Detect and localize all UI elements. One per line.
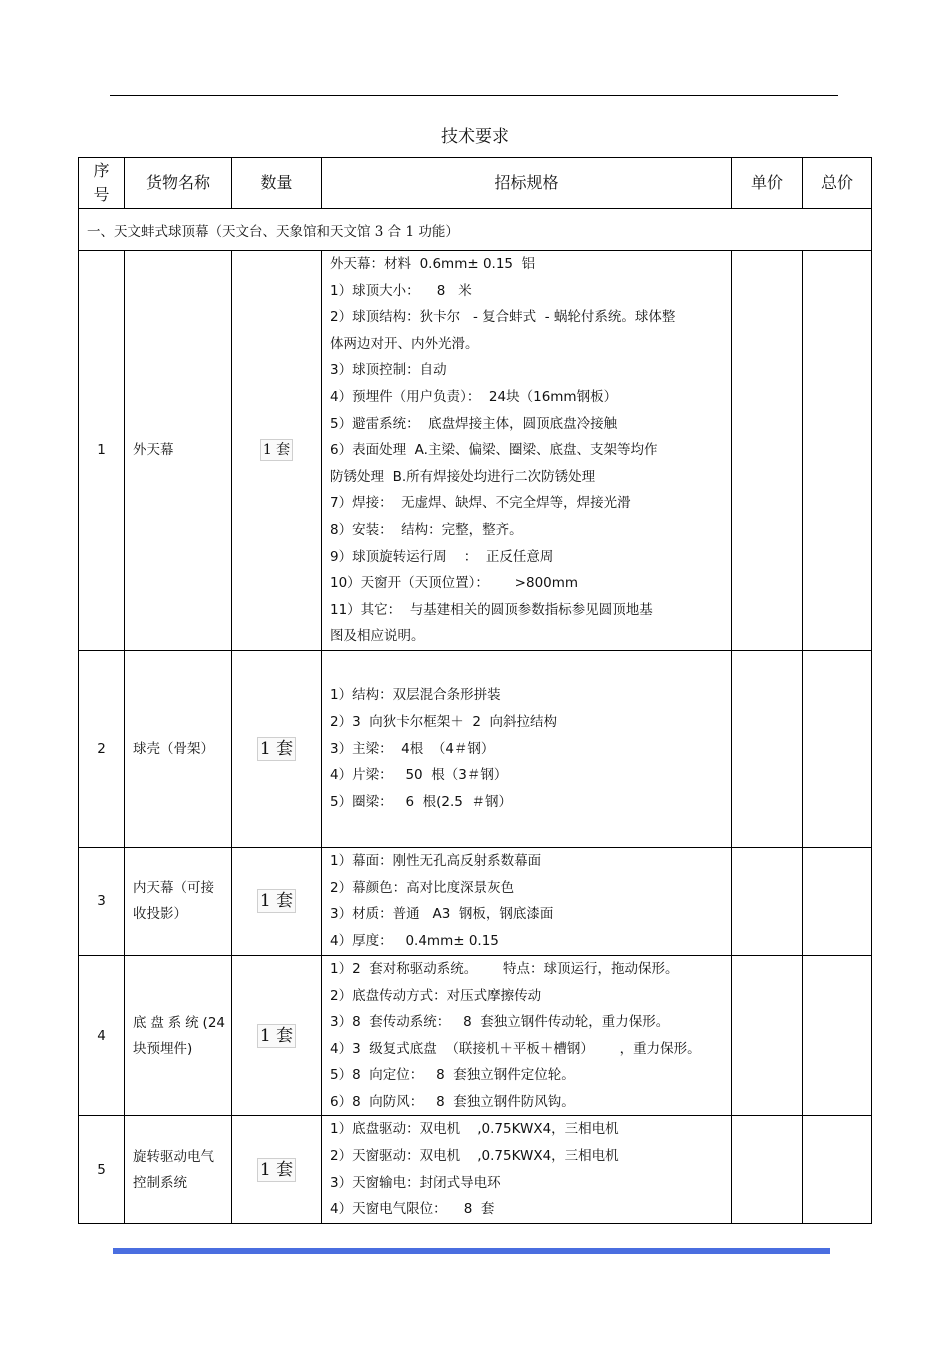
- spec-line: 5）圈梁： 6 根(2.5 ＃钢）: [330, 793, 512, 810]
- spec-line: 4）厚度： 0.4mm± 0.15: [330, 933, 499, 949]
- row-number: 1: [79, 251, 125, 651]
- table-header-row: [79, 158, 872, 209]
- header-unit-price: 单价: [732, 158, 803, 209]
- spec-line: 1）2 套对称驱动系统。 特点：球顶运行，拖动保形。: [330, 960, 679, 977]
- quantity: 1 套: [257, 1024, 296, 1048]
- total-price-cell: [803, 955, 872, 1116]
- item-name: 旋转驱动电气控制系统: [125, 1116, 232, 1223]
- total-price-cell: [803, 847, 872, 955]
- item-name: 球壳（骨架）: [125, 650, 232, 847]
- spec-line: 7）焊接： 无虚焊、缺焊、不完全焊等，焊接光滑: [330, 495, 631, 512]
- header-seq: [79, 158, 125, 209]
- quantity: 1 套: [257, 889, 296, 913]
- total-price-cell: [803, 251, 872, 651]
- spec-line: 3）主梁： 4根 （4＃钢）: [330, 740, 495, 757]
- header-total-price: 总价: [803, 158, 872, 209]
- spec-cell: [322, 1116, 732, 1223]
- spec-line: 4）3 级复式底盘 （联接机＋平板＋槽钢） ，重力保形。: [330, 1040, 701, 1057]
- spec-line: 2）底盘传动方式：对压式摩擦传动: [330, 987, 542, 1004]
- row-number: 3: [79, 847, 125, 955]
- quantity-cell: [232, 955, 322, 1116]
- spec-line: 3）天窗输电：封闭式导电环: [330, 1174, 501, 1191]
- spec-line: 10）天窗开（天顶位置）： >800mm: [330, 575, 579, 592]
- spec-line: 9）球顶旋转运行周 ： 正反任意周: [330, 548, 554, 565]
- spec-line: 4）天窗电气限位： 8 套: [330, 1201, 495, 1218]
- spec-line: 4）片梁： 50 根（3＃钢）: [330, 767, 508, 784]
- quantity-cell: [232, 847, 322, 955]
- footer-bar: [113, 1248, 830, 1254]
- spec-cell: [322, 955, 732, 1116]
- spec-line: 6）表面处理 A.主梁、偏梁、圈梁、底盘、支架等均作: [330, 442, 658, 459]
- spec-line: 2）3 向狄卡尔框架＋ 2 向斜拉结构: [330, 714, 558, 731]
- spec-line: 1）幕面：刚性无孔高反射系数幕面: [330, 853, 542, 870]
- quantity: 1 套: [260, 439, 293, 461]
- spec-line: 外天幕：材料 0.6mm± 0.15 铝: [330, 256, 536, 272]
- spec-cell: [322, 251, 732, 651]
- header-spec: 招标规格: [322, 158, 732, 209]
- spec-line: 图及相应说明。: [330, 628, 425, 645]
- spec-line: 4）预埋件（用户负责）： 24块（16mm钢板）: [330, 388, 618, 405]
- spec-line: 2）球顶结构：狄卡尔 - 复合蚌式 - 蜗轮付系统。球体整: [330, 309, 676, 326]
- total-price-cell: [803, 650, 872, 847]
- table-row: [79, 251, 872, 651]
- spec-cell: [322, 650, 732, 847]
- spec-line: 2）幕颜色：高对比度深景灰色: [330, 879, 515, 896]
- document-title: 技术要求: [441, 127, 509, 147]
- quantity-cell: [232, 1116, 322, 1223]
- unit-price-cell: [732, 650, 803, 847]
- table-row: [79, 955, 872, 1116]
- header-rule: [110, 95, 838, 96]
- spec-line: 3）8 套传动系统： 8 套独立钢件传动轮，重力保形。: [330, 1014, 670, 1031]
- spec-line: 3）球顶控制：自动: [330, 362, 447, 379]
- item-name: 底盘系统(24 块预埋件): [125, 955, 232, 1116]
- header-seq-label: 序号: [93, 161, 110, 204]
- item-name: 内天幕（可接收投影）: [125, 847, 232, 955]
- header-name: 货物名称: [125, 158, 232, 209]
- quantity: 1 套: [257, 737, 296, 761]
- spec-line: 1）底盘驱动：双电机 ,0.75KWX4，三相电机: [330, 1121, 619, 1138]
- unit-price-cell: [732, 251, 803, 651]
- table-row: [79, 650, 872, 847]
- item-name: 外天幕: [125, 251, 232, 651]
- section-title: 一、天文蚌式球顶幕（天文台、天象馆和天文馆 3 合 1 功能）: [79, 209, 872, 251]
- spec-line: 1）球顶大小： 8 米: [330, 282, 472, 299]
- quantity-cell: [232, 650, 322, 847]
- spec-line: 2）天窗驱动：双电机 ,0.75KWX4，三相电机: [330, 1148, 619, 1165]
- total-price-cell: [803, 1116, 872, 1223]
- unit-price-cell: [732, 1116, 803, 1223]
- table-row: [79, 847, 872, 955]
- row-number: 4: [79, 955, 125, 1116]
- spec-line: 11）其它： 与基建相关的圆顶参数指标参见圆顶地基: [330, 601, 653, 618]
- quantity: 1 套: [257, 1158, 296, 1182]
- spec-line: 5）8 向定位： 8 套独立钢件定位轮。: [330, 1067, 575, 1084]
- unit-price-cell: [732, 955, 803, 1116]
- row-number: 2: [79, 650, 125, 847]
- quantity-cell: [232, 251, 322, 651]
- section-row: [79, 209, 872, 251]
- specification-table: [78, 157, 872, 1224]
- table-row: [79, 1116, 872, 1223]
- spec-line: 防锈处理 B.所有焊接处均进行二次防锈处理: [330, 468, 596, 485]
- unit-price-cell: [732, 847, 803, 955]
- spec-line: 体两边对开、内外光滑。: [330, 335, 479, 352]
- spec-line: 5）避雷系统： 底盘焊接主体，圆顶底盘冷接触: [330, 415, 618, 432]
- spec-cell: [322, 847, 732, 955]
- spec-line: 3）材质：普通 A3 钢板，钢底漆面: [330, 906, 554, 923]
- spec-line: 8）安装： 结构：完整，整齐。: [330, 521, 523, 538]
- row-number: 5: [79, 1116, 125, 1223]
- spec-line: 1）结构：双层混合条形拼装: [330, 687, 501, 704]
- header-qty: 数量: [232, 158, 322, 209]
- spec-line: 6）8 向防风： 8 套独立钢件防风钩。: [330, 1093, 575, 1110]
